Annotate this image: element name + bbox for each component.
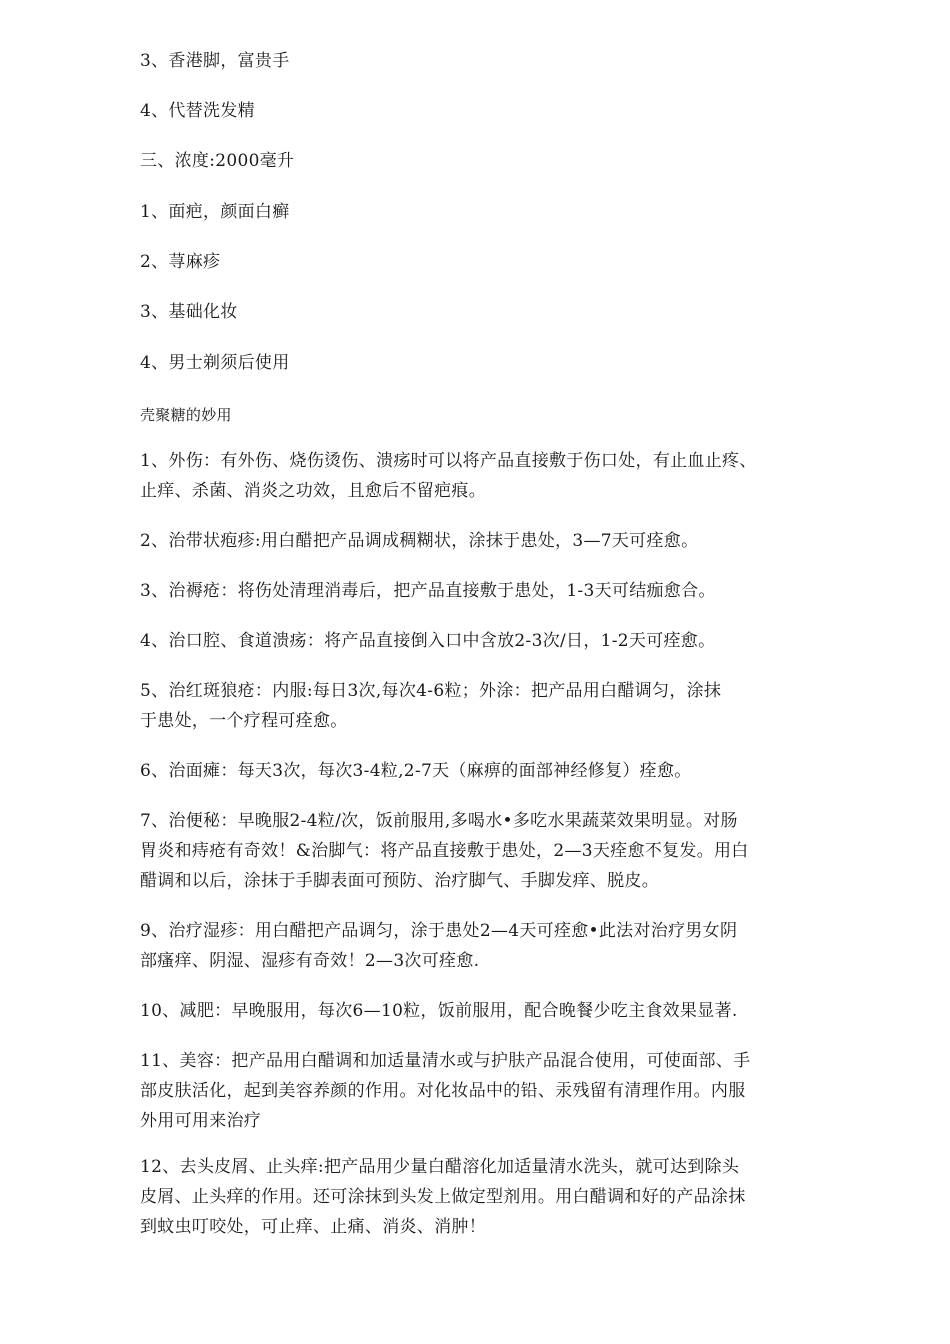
paragraph-line: 1、外伤：有外伤、烧伤烫伤、溃疡时可以将产品直接敷于伤口处，有止血止疼、: [140, 451, 757, 471]
use-paragraph-4: [140, 626, 820, 656]
list-item: 4、代替洗发精: [140, 101, 255, 121]
list-item: 3、香港脚，富贵手: [140, 51, 290, 71]
use-paragraph-6: [140, 756, 820, 786]
paragraph-line: 到蚊虫叮咬处，可止痒、止痛、消炎、消肿！: [140, 1217, 486, 1237]
paragraph-line: 7、治便秘：早晚服2-4粒/次，饭前服用,多喝水•多吃水果蔬菜效果明显。对肠: [140, 811, 738, 831]
paragraph-line: 5、治红斑狼疮：内服:每日3次,每次4-6粒；外涂：把产品用白醋调匀，涂抹: [140, 681, 722, 701]
paragraph-line: 2、治带状疱疹:用白醋把产品调成稠糊状，涂抹于患处，3—7天可痊愈。: [140, 531, 699, 551]
use-paragraph-5: [140, 676, 820, 736]
use-paragraph-1: [140, 446, 820, 506]
paragraph-line: 6、治面瘫：每天3次，每次3-4粒,2-7天（麻痹的面部神经修复）痊愈。: [140, 761, 692, 781]
subtitle: 壳聚糖的妙用: [140, 406, 232, 424]
paragraph-line: 部瘙痒、阴湿、湿疹有奇效！2—3次可痊愈.: [140, 951, 480, 971]
paragraph-line: 部皮肤活化，起到美容养颜的作用。对化妆品中的铅、汞残留有清理作用。内服: [140, 1081, 746, 1101]
paragraph-line: 10、减肥：早晚服用，每次6—10粒，饭前服用，配合晚餐少吃主食效果显著.: [140, 1001, 738, 1021]
use-paragraph-9: [140, 916, 820, 976]
use-paragraph-7: [140, 806, 820, 896]
use-paragraph-12: [140, 1152, 820, 1242]
use-paragraph-2: [140, 526, 820, 556]
paragraph-line: 胃炎和痔疮有奇效！&治脚气：将产品直接敷于患处，2—3天痊愈不复发。用白: [140, 841, 749, 861]
list-item: 2、荨麻疹: [140, 252, 221, 272]
paragraph-line: 12、去头皮屑、止头痒:把产品用少量白醋溶化加适量清水洗头，就可达到除头: [140, 1157, 740, 1177]
list-item: 1、面疤，颜面白癣: [140, 202, 290, 222]
paragraph-line: 于患处，一个疗程可痊愈。: [140, 711, 348, 731]
paragraph-line: 止痒、杀菌、消炎之功效，且愈后不留疤痕。: [140, 481, 486, 501]
use-paragraph-3: [140, 576, 820, 606]
paragraph-line: 11、美容：把产品用白醋调和加适量清水或与护肤产品混合使用，可使面部、手: [140, 1051, 751, 1071]
paragraph-line: 4、治口腔、食道溃疡：将产品直接倒入口中含放2-3次/日，1-2天可痊愈。: [140, 631, 716, 651]
paragraph-line: 皮屑、止头痒的作用。还可涂抹到头发上做定型剂用。用白醋调和好的产品涂抹: [140, 1187, 746, 1207]
list-item: 3、基础化妆: [140, 302, 238, 322]
paragraph-line: 外用可用来治疗: [140, 1111, 262, 1131]
list-item: 4、男士剃须后使用: [140, 353, 290, 373]
section-heading: 三、浓度:2000毫升: [140, 151, 295, 171]
paragraph-line: 3、治褥疮：将伤处清理消毒后，把产品直接敷于患处，1-3天可结痂愈合。: [140, 581, 716, 601]
use-paragraph-11: [140, 1046, 820, 1136]
paragraph-line: 9、治疗湿疹：用白醋把产品调匀，涂于患处2—4天可痊愈•此法对治疗男女阴: [140, 921, 738, 941]
use-paragraph-10: [140, 996, 820, 1026]
paragraph-line: 醋调和以后，涂抹于手脚表面可预防、治疗脚气、手脚发痒、脱皮。: [140, 871, 659, 891]
